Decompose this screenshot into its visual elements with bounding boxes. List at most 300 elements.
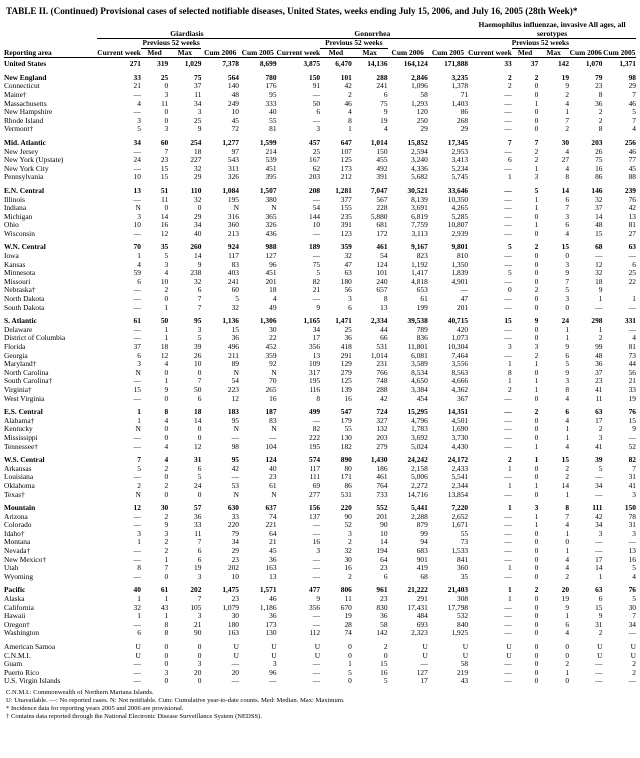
row-value-8: 1,192: [411, 259, 428, 269]
row-value-1: 15: [160, 172, 169, 182]
row-value-14: 76: [628, 194, 636, 204]
row-value-10: U: [506, 650, 512, 660]
row-area-label: New York City: [4, 163, 49, 173]
row-value-1: 2: [164, 537, 169, 547]
row-value-4: 173: [265, 619, 277, 629]
row-value-7: 203: [376, 432, 388, 442]
row-value-10: —: [504, 124, 512, 134]
row-value-1: 12: [160, 228, 169, 238]
row-value-4: 55: [269, 115, 277, 125]
row-value-10: 1: [508, 503, 512, 513]
row-value-10: —: [504, 324, 512, 334]
row-value-12: 4: [565, 628, 570, 638]
row-value-14: U: [630, 642, 636, 651]
row-value-4: 21: [269, 537, 277, 547]
row-value-1: 8: [164, 628, 169, 638]
row-value-0: 13: [133, 185, 141, 195]
row-value-9: 1,690: [451, 424, 469, 434]
row-value-12: 4: [565, 441, 570, 451]
row-area-label: District of Columbia: [4, 333, 66, 343]
row-value-7: 9: [383, 107, 388, 117]
row-value-2: 6: [197, 554, 202, 564]
row-value-2: 6: [197, 285, 202, 295]
row-value-4: 221: [265, 520, 277, 530]
row-value-9: —: [460, 285, 469, 295]
row-value-4: 395: [265, 172, 277, 182]
row-value-0: 24: [133, 155, 141, 165]
row-value-0: 21: [133, 81, 141, 91]
row-value-8: 1,417: [411, 268, 428, 278]
row-value-2: 90: [194, 628, 202, 638]
row-value-9: 29: [460, 124, 469, 134]
row-value-2: 254: [190, 137, 202, 147]
row-value-12: 3: [565, 211, 570, 221]
row-value-1: 16: [160, 220, 169, 230]
row-value-3: 1,079: [222, 602, 239, 612]
row-value-10: —: [504, 528, 512, 538]
row-value-0: —: [133, 228, 141, 238]
row-value-5: U: [314, 650, 321, 660]
row-value-1: 14: [160, 211, 169, 221]
row-value-8: U: [422, 642, 428, 651]
row-value-0: 3: [137, 211, 141, 221]
row-value-9: 1,403: [451, 98, 469, 108]
row-value-9: 21,403: [447, 585, 469, 595]
col-gonorrhea-max: Max: [362, 47, 377, 57]
row-area-label: Delaware: [4, 324, 33, 334]
row-value-6: 16: [344, 563, 352, 573]
row-value-11: 5: [534, 185, 539, 195]
row-value-13: 146: [591, 185, 603, 195]
row-value-13: 14: [595, 563, 603, 573]
row-value-12: 8: [565, 172, 570, 182]
row-value-12: 2: [565, 463, 570, 473]
row-value-5: 117: [309, 463, 321, 473]
row-value-10: —: [504, 89, 512, 99]
row-value-11: 0: [534, 393, 539, 403]
table-row: [4, 187, 636, 196]
row-value-2: 105: [190, 602, 202, 612]
row-value-3: 30: [231, 611, 239, 621]
row-value-0: U: [135, 642, 141, 651]
row-value-7: 288: [376, 72, 388, 82]
row-value-3: 630: [227, 503, 239, 513]
row-value-11: 0: [534, 489, 539, 499]
row-value-7: 461: [376, 242, 388, 252]
row-value-13: U: [597, 650, 603, 660]
row-value-1: 3: [164, 667, 169, 677]
row-value-0: 271: [129, 59, 141, 69]
row-value-14: 7: [632, 115, 636, 125]
row-value-0: 12: [133, 503, 141, 513]
col-gonorrhea-cum2006: Cum 2006: [391, 47, 424, 57]
table-row: [4, 473, 636, 482]
table-row: [4, 125, 636, 134]
row-area-label: Guam: [4, 659, 23, 669]
table-row: [4, 269, 636, 278]
col-haemophilus-cum2006: Cum 2006: [569, 47, 602, 57]
row-value-6: 2: [348, 89, 352, 99]
row-value-4: 130: [265, 628, 277, 638]
row-value-2: 3: [197, 324, 202, 334]
table-row: [4, 286, 636, 295]
row-value-13: 37: [595, 203, 603, 213]
row-value-1: 2: [164, 546, 169, 556]
row-value-11: 3: [534, 172, 539, 182]
row-value-1: 51: [160, 185, 169, 195]
row-value-12: 4: [565, 563, 570, 573]
row-value-11: 0: [534, 211, 539, 221]
row-value-6: 36: [344, 333, 352, 343]
row-value-13: 16: [595, 163, 603, 173]
row-value-13: 68: [595, 242, 603, 252]
row-area-label: Pacific: [4, 585, 26, 595]
row-value-11: 0: [534, 537, 539, 547]
row-value-0: 3: [137, 528, 141, 538]
row-value-10: 7: [508, 137, 512, 147]
table-row: [4, 425, 636, 434]
row-value-14: 5: [632, 594, 636, 604]
row-value-12: 1: [565, 546, 570, 556]
row-value-14: 27: [628, 228, 636, 238]
row-value-0: 1: [137, 407, 141, 417]
table-row: [4, 629, 636, 638]
row-value-12: 15: [561, 455, 570, 465]
table-row: [4, 677, 636, 686]
row-value-12: 1: [565, 324, 570, 334]
row-value-14: 31: [628, 520, 636, 530]
row-value-1: 0: [164, 659, 169, 669]
row-area-label: Idaho†: [4, 528, 25, 538]
row-value-4: 40: [269, 463, 277, 473]
row-value-6: 1: [348, 659, 352, 669]
row-value-0: 1: [137, 611, 141, 621]
row-value-2: 6: [197, 546, 202, 556]
row-value-7: 90: [380, 520, 388, 530]
row-value-14: —: [628, 628, 636, 638]
row-value-6: 90: [344, 511, 352, 521]
row-value-12: 30: [561, 137, 570, 147]
row-value-4: 23: [269, 472, 277, 482]
row-area-label: Tennessee†: [4, 441, 38, 451]
row-value-0: U: [135, 650, 141, 660]
row-value-9: 58: [460, 659, 469, 669]
row-value-13: —: [595, 659, 603, 669]
row-value-3: —: [231, 472, 239, 482]
row-value-6: 125: [340, 155, 352, 165]
row-value-9: 171,888: [444, 59, 469, 69]
row-value-10: 3: [508, 342, 512, 351]
row-value-11: 1: [534, 203, 539, 213]
row-value-1: 0: [164, 203, 169, 213]
row-value-9: 10,350: [447, 194, 469, 204]
row-value-1: 1: [164, 554, 169, 564]
row-value-9: 73: [460, 537, 469, 547]
row-value-0: N: [135, 424, 141, 434]
row-value-6: 74: [344, 628, 352, 638]
row-value-1: 4: [164, 441, 169, 451]
table-row: [4, 586, 636, 595]
row-value-6: 32: [344, 251, 352, 261]
row-area-label: New York (Upstate): [4, 155, 64, 165]
group-header-gonorrhea: Gonorrhea: [277, 21, 469, 39]
row-value-3: 29: [231, 546, 239, 556]
row-value-3: 311: [228, 163, 239, 173]
row-value-14: 150: [624, 503, 636, 513]
row-value-10: —: [504, 415, 512, 425]
row-value-10: —: [504, 511, 512, 521]
row-value-2: 25: [194, 115, 202, 125]
row-value-9: 4,362: [451, 384, 469, 394]
row-value-2: 14: [194, 415, 202, 425]
row-value-0: —: [133, 554, 141, 564]
row-value-11: 0: [534, 554, 539, 564]
row-value-13: 9: [598, 285, 603, 295]
row-value-4: 1,186: [259, 602, 277, 612]
row-value-11: 0: [534, 294, 539, 304]
row-value-9: 308: [457, 594, 469, 604]
row-value-4: 40: [269, 107, 277, 117]
row-value-5: U: [314, 642, 321, 651]
row-value-14: 1: [632, 294, 636, 304]
row-value-12: 4: [565, 554, 570, 564]
row-value-3: 79: [231, 528, 239, 538]
table-row: [4, 278, 636, 287]
row-value-2: 6: [197, 463, 202, 473]
row-value-12: 24: [561, 316, 570, 326]
row-value-10: —: [504, 667, 512, 677]
row-value-10: —: [504, 115, 512, 125]
row-value-11: 1: [534, 384, 539, 394]
row-value-12: 0: [565, 676, 570, 686]
row-area-label: U.S. Virgin Islands: [4, 676, 61, 686]
row-value-13: 5: [598, 463, 603, 473]
row-value-3: —: [231, 676, 239, 686]
row-value-14: 15: [628, 415, 636, 425]
row-value-14: —: [628, 302, 636, 312]
row-value-6: 129: [340, 359, 352, 369]
row-value-4: 74: [269, 511, 277, 521]
row-value-14: 30: [628, 602, 636, 612]
row-area-label: Minnesota: [4, 268, 36, 278]
row-value-1: 1: [164, 333, 169, 343]
row-value-5: —: [312, 554, 321, 564]
row-area-label: West Virginia: [4, 393, 45, 403]
row-value-2: 7: [197, 594, 202, 604]
row-value-1: 0: [164, 489, 169, 499]
row-value-5: 111: [309, 472, 321, 482]
row-value-14: 81: [628, 220, 636, 230]
row-value-6: 101: [340, 72, 352, 82]
row-value-13: 111: [592, 503, 603, 513]
row-value-5: 82: [312, 276, 321, 286]
row-value-0: 8: [137, 563, 141, 573]
row-value-0: 6: [137, 628, 141, 638]
row-value-3: U: [233, 650, 239, 660]
row-value-4: —: [269, 676, 277, 686]
row-value-6: 130: [340, 432, 352, 442]
row-value-11: 1: [534, 220, 539, 230]
row-value-3: 924: [227, 242, 239, 252]
row-value-0: 33: [133, 72, 141, 82]
row-value-0: —: [133, 511, 141, 521]
row-value-5: 9: [316, 594, 321, 604]
row-value-14: 82: [628, 455, 636, 465]
row-value-8: 5,006: [411, 472, 428, 482]
row-value-10: —: [504, 294, 512, 304]
row-value-9: 5,541: [451, 472, 469, 482]
row-value-14: 41: [628, 480, 636, 490]
row-value-13: 2: [598, 424, 603, 434]
row-value-13: 34: [595, 520, 603, 530]
row-value-11: 1: [534, 163, 539, 173]
row-area-label: Florida: [4, 342, 26, 351]
row-value-6: 123: [340, 228, 352, 238]
row-value-3: 89: [231, 359, 239, 369]
row-value-2: 7: [197, 376, 202, 386]
row-value-10: U: [506, 642, 512, 651]
table-row: [4, 521, 636, 530]
row-value-12: 5: [565, 285, 570, 295]
row-value-10: —: [504, 619, 512, 629]
row-value-3: 1,277: [222, 137, 239, 147]
row-area-label: Nebraska†: [4, 285, 36, 295]
row-value-13: 298: [591, 316, 603, 326]
row-value-2: 37: [194, 81, 202, 91]
row-area-label: Washington: [4, 628, 40, 638]
row-value-8: 199: [416, 302, 428, 312]
row-value-12: 6: [565, 220, 570, 230]
row-value-12: 0: [565, 650, 570, 660]
row-value-8: 901: [416, 554, 428, 564]
row-value-6: 55: [344, 424, 352, 434]
row-value-4: 96: [269, 259, 277, 269]
row-value-7: 531: [376, 342, 388, 351]
row-value-0: 10: [133, 220, 141, 230]
row-value-2: 7: [197, 537, 202, 547]
prev52-haemophilus: Previous 52 weeks: [511, 38, 570, 48]
row-value-0: 6: [137, 276, 141, 286]
row-value-12: 4: [565, 146, 570, 156]
row-value-6: 155: [340, 203, 352, 213]
row-value-9: 14,351: [447, 407, 469, 417]
row-value-4: 451: [265, 268, 277, 278]
row-value-9: 1,533: [451, 546, 469, 556]
table-row: [4, 513, 636, 522]
row-value-13: 8: [598, 124, 603, 134]
row-value-11: 1: [534, 455, 539, 465]
row-area-label: Mountain: [4, 503, 36, 513]
row-value-12: 2: [565, 472, 570, 482]
row-value-9: 1,925: [451, 628, 469, 638]
col-giardiasis-cum2005: Cum 2005: [241, 47, 274, 57]
row-area-label: New England: [4, 72, 47, 82]
row-value-6: 2: [348, 571, 352, 581]
row-value-9: 2,652: [451, 511, 469, 521]
row-value-7: 2: [383, 642, 388, 651]
row-value-9: 2,939: [451, 228, 469, 238]
row-value-1: 10: [160, 276, 169, 286]
row-value-9: 2,433: [451, 463, 469, 473]
row-value-8: 4,796: [411, 415, 428, 425]
row-value-3: 7,378: [222, 59, 239, 69]
row-value-12: 0: [565, 251, 570, 261]
row-value-14: 98: [628, 72, 636, 82]
row-value-9: 219: [457, 667, 469, 677]
row-value-6: 547: [340, 407, 352, 417]
row-value-14: 73: [628, 350, 636, 360]
table-row: [4, 434, 636, 443]
row-value-8: 127: [416, 667, 428, 677]
row-value-1: 1: [164, 594, 169, 604]
row-value-12: 6: [565, 350, 570, 360]
row-value-9: 71: [460, 89, 469, 99]
row-value-7: 5,880: [370, 211, 388, 221]
row-value-13: —: [595, 667, 603, 677]
row-area-label: Iowa: [4, 251, 19, 261]
row-value-3: N: [233, 203, 239, 213]
row-value-0: 61: [133, 316, 141, 326]
row-value-5: 457: [309, 137, 321, 147]
table-row: [4, 304, 636, 313]
row-value-2: 75: [194, 72, 202, 82]
row-value-14: 31: [628, 472, 636, 482]
row-value-3: —: [231, 659, 239, 669]
row-value-6: 0: [348, 650, 352, 660]
row-value-2: 110: [190, 185, 202, 195]
row-value-11: 0: [534, 611, 539, 621]
row-area-label: E.S. Central: [4, 407, 43, 417]
row-value-7: 492: [376, 163, 388, 173]
row-value-2: 95: [194, 316, 202, 326]
row-value-6: 890: [340, 455, 352, 465]
table-body: [4, 60, 636, 686]
row-value-10: 5: [508, 268, 512, 278]
row-value-5: 62: [312, 163, 321, 173]
row-value-12: 9: [565, 367, 570, 377]
row-value-12: 9: [565, 602, 570, 612]
row-value-8: 68: [420, 571, 428, 581]
row-value-11: 2: [534, 146, 539, 156]
row-value-8: 1,096: [411, 81, 428, 91]
row-value-2: 19: [194, 563, 202, 573]
col-gonorrhea-med: Med: [328, 47, 344, 57]
row-value-13: U: [597, 642, 603, 651]
table-row: [4, 443, 636, 452]
row-value-8: 6,819: [411, 211, 428, 221]
row-value-5: 167: [309, 155, 321, 165]
row-value-11: 0: [534, 259, 539, 269]
row-area-label: Indiana: [4, 203, 27, 213]
row-value-10: —: [504, 611, 512, 621]
row-value-2: 7: [197, 294, 202, 304]
row-value-11: 1: [534, 194, 539, 204]
prev52-giardiasis: Previous 52 weeks: [142, 38, 200, 48]
row-value-4: 1,571: [259, 585, 277, 595]
row-value-10: —: [504, 98, 512, 108]
row-value-9: 10,304: [447, 342, 469, 351]
row-value-10: —: [504, 432, 512, 442]
row-value-9: 810: [457, 251, 469, 261]
row-value-0: 4: [137, 259, 141, 269]
row-value-7: 1,430: [370, 455, 388, 465]
row-value-5: 3,875: [303, 59, 321, 69]
row-value-3: 10: [231, 571, 239, 581]
row-value-13: 23: [595, 376, 603, 386]
table-row: [4, 117, 636, 126]
row-value-9: 2,953: [451, 146, 469, 156]
row-value-7: 7,047: [370, 185, 388, 195]
